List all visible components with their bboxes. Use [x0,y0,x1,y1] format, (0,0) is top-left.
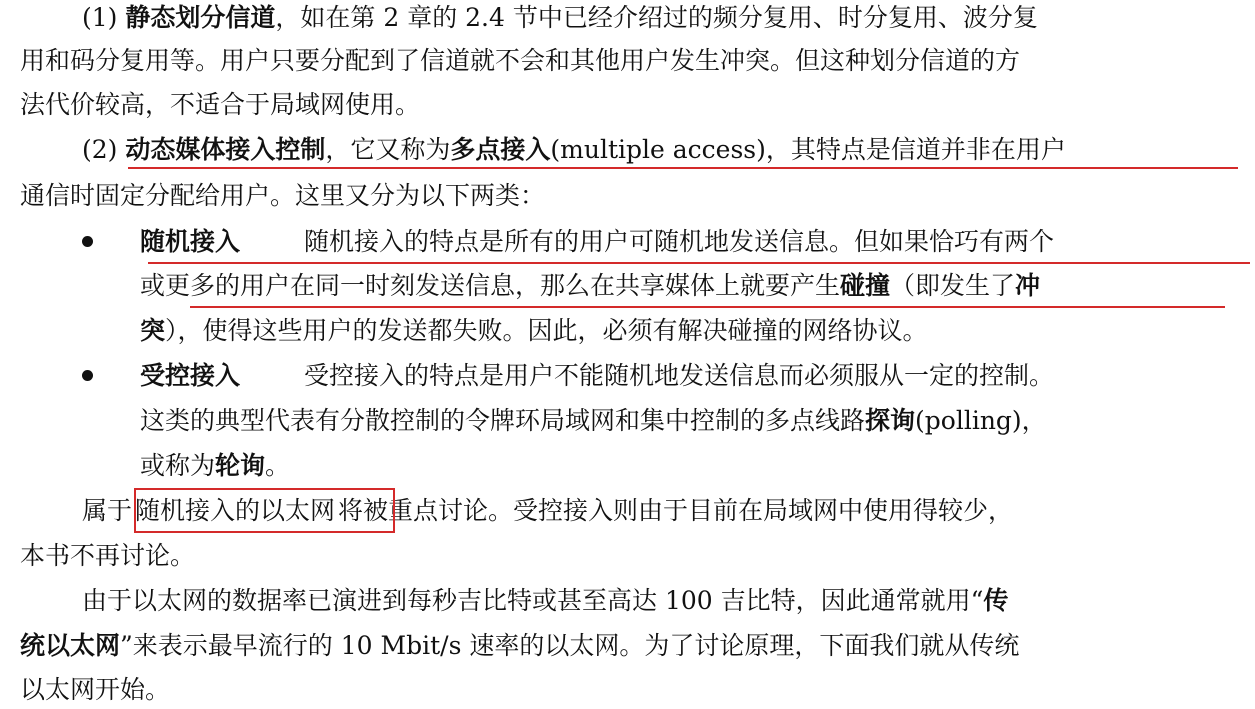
bullet2-line2-text-a: 这类的典型代表有分散控制的令牌环局域网和集中控制的多点线路 [140,406,866,435]
bullet1-term: 随机接入 [140,227,241,256]
para1-line3: 法代价较高，不适合于局域网使用。 [20,90,421,119]
bullet1-term3b: 突 [140,316,166,345]
bullet1-line1 [140,226,1054,258]
para1-line1-text: ，如在第 2 章的 2.4 节中已经介绍过的频分复用、时分复用、波分复 [275,3,1038,32]
bullet2-term2: 探询 [865,406,916,435]
bullet1-line2-text-b: （即发生了 [890,271,1016,300]
bullet2-line2-text-b: (polling)， [915,406,1047,435]
para2-text-b: (multiple access)，其特点是信道并非在用户 [550,135,1066,164]
para2-term2: 多点接入 [450,135,551,164]
bullet1-line3-text: ），使得这些用户的发送都失败。因此，必须有解决碰撞的网络协议。 [165,316,928,345]
para2-text-a: ，它又称为 [325,135,451,164]
para3-line2: 本书不再讨论。 [20,541,196,570]
para2-line1 [82,134,1066,166]
bullet1-line2 [140,270,1040,302]
para3-line1-text: 将被重点讨论。受控接入则由于目前在局域网中使用得较少， [338,496,1014,525]
red-underline-1 [128,167,1238,169]
red-underline-2 [148,262,1250,264]
bullet1-line1-text: 随机接入的特点是所有的用户可随机地发送信息。但如果恰巧有两个 [303,227,1054,256]
para4-line3: 以太网开始。 [20,675,171,704]
bullet-dot-1 [82,236,93,247]
bullet-dot-2 [82,370,93,381]
para1-line2: 用和码分复用等。用户只要分配到了信道就不会和其他用户发生冲突。但这种划分信道的方 [20,46,1021,75]
bullet2-line3-text-b: 。 [265,451,291,480]
para4-term-a: 传 [983,586,1009,615]
bullet1-term2: 碰撞 [840,271,891,300]
para4-term-b: 统以太网 [20,631,121,660]
para2-term: 动态媒体接入控制 [125,135,326,164]
bullet2-line1-text: 受控接入的特点是用户不能随机地发送信息而必须服从一定的控制。 [303,361,1054,390]
bullet2-term3: 轮询 [215,451,266,480]
bullet2-line1 [140,360,1054,392]
para3-boxed-term: 随机接入的以太网 [135,496,336,525]
red-highlight-box [134,488,395,533]
para1-term: 静态划分信道 [125,3,276,32]
bullet1-line3 [140,315,928,347]
bullet2-line3 [140,450,290,482]
para4-line1 [82,585,1008,617]
para2-line2: 通信时固定分配给用户。这里又分为以下两类： [20,181,546,210]
para4-line1-text: 由于以太网的数据率已演进到每秒吉比特或甚至高达 100 吉比特，因此通常就用“ [82,586,984,615]
para3-prefix: 属于 [82,496,133,525]
bullet1-line2-text-a: 或更多的用户在同一时刻发送信息，那么在共享媒体上就要产生 [140,271,841,300]
red-underline-3 [190,306,1225,308]
para4-line2 [20,630,1019,662]
para4-line2-text: ”来表示最早流行的 10 Mbit/s 速率的以太网。为了讨论原理，下面我们就从传统 [120,631,1020,660]
bullet2-line3-text-a: 或称为 [140,451,216,480]
bullet2-term: 受控接入 [140,361,241,390]
bullet2-line2 [140,405,1047,437]
para1-label: (1) [82,3,118,32]
para2-label: (2) [82,135,118,164]
para1-line1 [82,2,1038,34]
bullet1-term3a: 冲 [1015,271,1041,300]
